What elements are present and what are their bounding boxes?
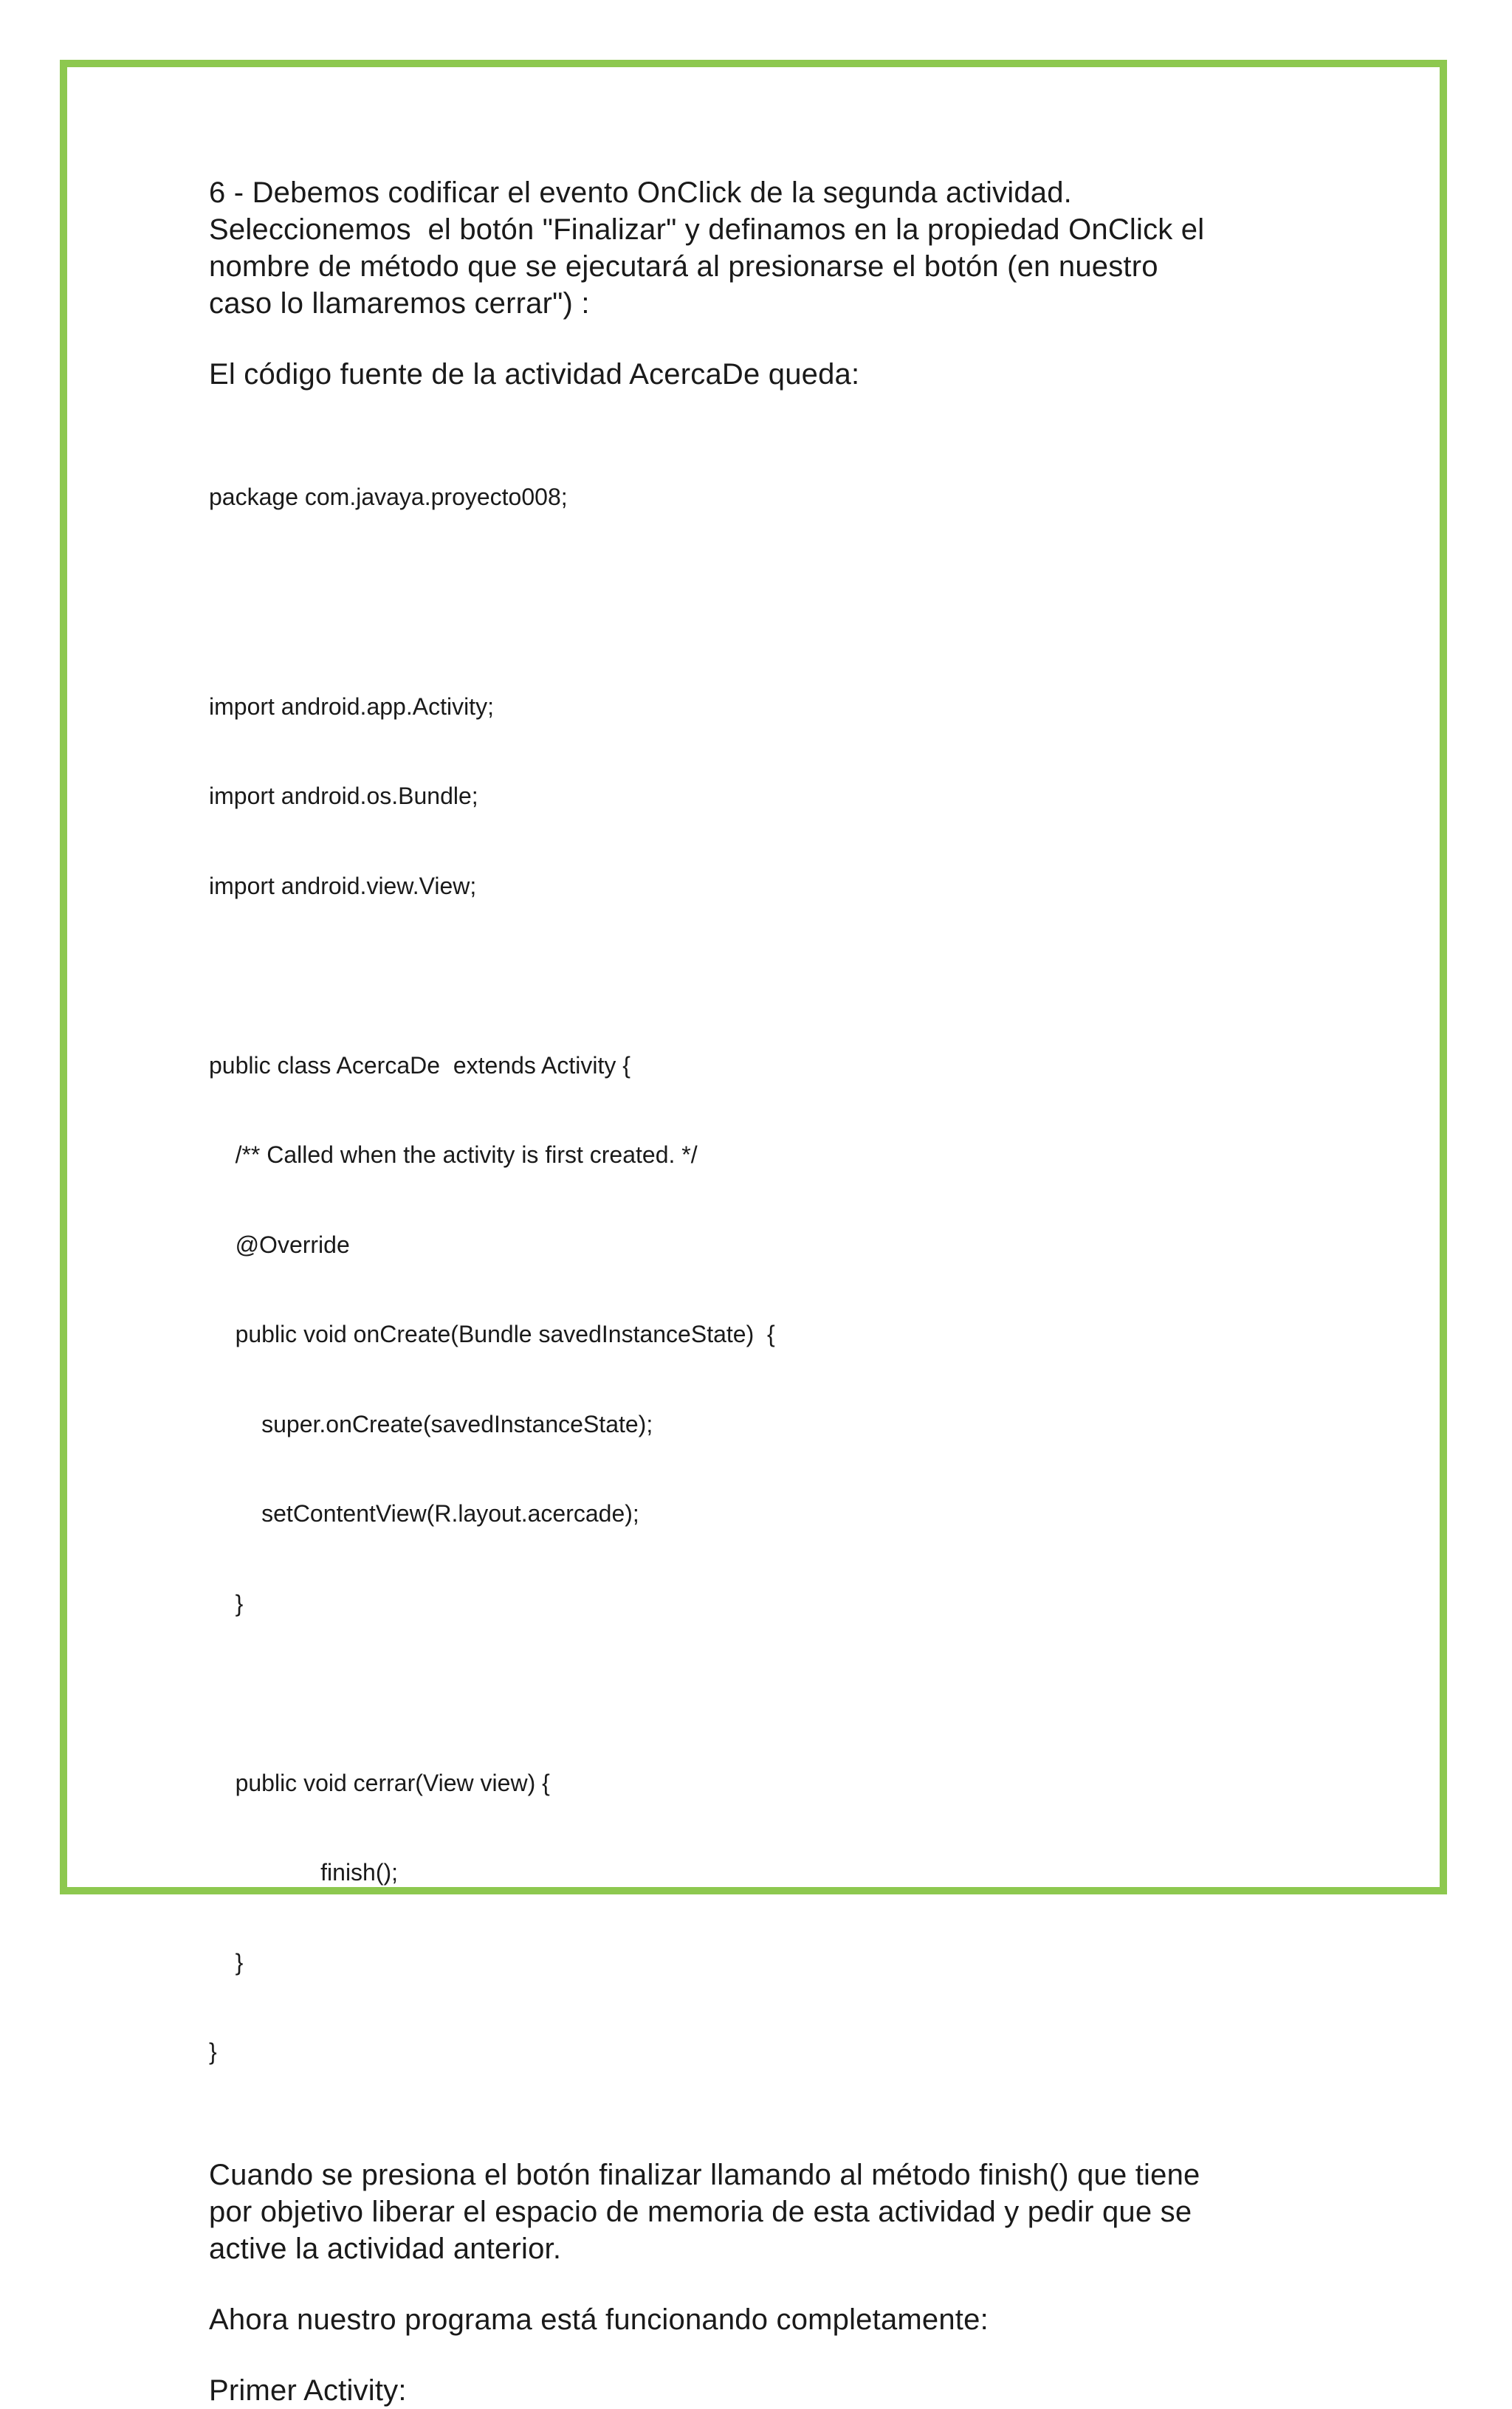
code-line: } [209, 1590, 244, 1617]
intro-paragraph [209, 174, 1346, 322]
intro-line: 6 - Debemos codificar el evento OnClick de la segunda actividad. [209, 176, 1072, 209]
code-line: super.onCreate(savedInstanceState); [209, 1410, 653, 1437]
code-line [209, 1678, 1346, 1708]
explanation-paragraph [209, 2157, 1346, 2267]
section-label: Primer Activity: [209, 2374, 407, 2407]
code-line: finish(); [209, 1859, 399, 1886]
explanation-line: por objetivo liberar el espacio de memoria de esta actividad y pedir que se [209, 2195, 1192, 2228]
code-line: } [209, 2038, 217, 2065]
code-line: setContentView(R.layout.acercade); [209, 1500, 639, 1527]
code-line: } [209, 1948, 244, 1976]
code-heading: El código fuente de la actividad AcercaDe queda: [209, 358, 860, 391]
intro-line: caso lo llamaremos cerrar") : [209, 287, 590, 320]
explanation-line: Cuando se presiona el botón finalizar llamando al método finish() que tiene [209, 2158, 1200, 2191]
code-line: import android.app.Activity; [209, 693, 494, 720]
code-line [209, 960, 1346, 991]
explanation-line: active la actividad anterior. [209, 2232, 562, 2265]
code-line: public void onCreate(Bundle savedInstanceState) { [209, 1321, 775, 1347]
code-line: import android.os.Bundle; [209, 783, 478, 809]
status-line: Ahora nuestro programa está funcionando completamente: [209, 2303, 989, 2336]
code-line: public void cerrar(View view) { [209, 1769, 550, 1796]
code-line: public class AcercaDe extends Activity { [209, 1051, 630, 1079]
intro-line: nombre de método que se ejecutará al presionarse el botón (en nuestro [209, 250, 1158, 283]
document-content [209, 174, 1346, 2409]
code-package-line: package com.javaya.proyecto008; [209, 484, 568, 510]
code-line: @Override [209, 1231, 350, 1258]
code-block [209, 422, 1346, 2127]
code-line: import android.view.View; [209, 872, 477, 899]
intro-line: Seleccionemos el botón "Finalizar" y definamos en la propiedad OnClick el [209, 213, 1205, 246]
code-line: /** Called when the activity is first created. */ [209, 1141, 698, 1168]
